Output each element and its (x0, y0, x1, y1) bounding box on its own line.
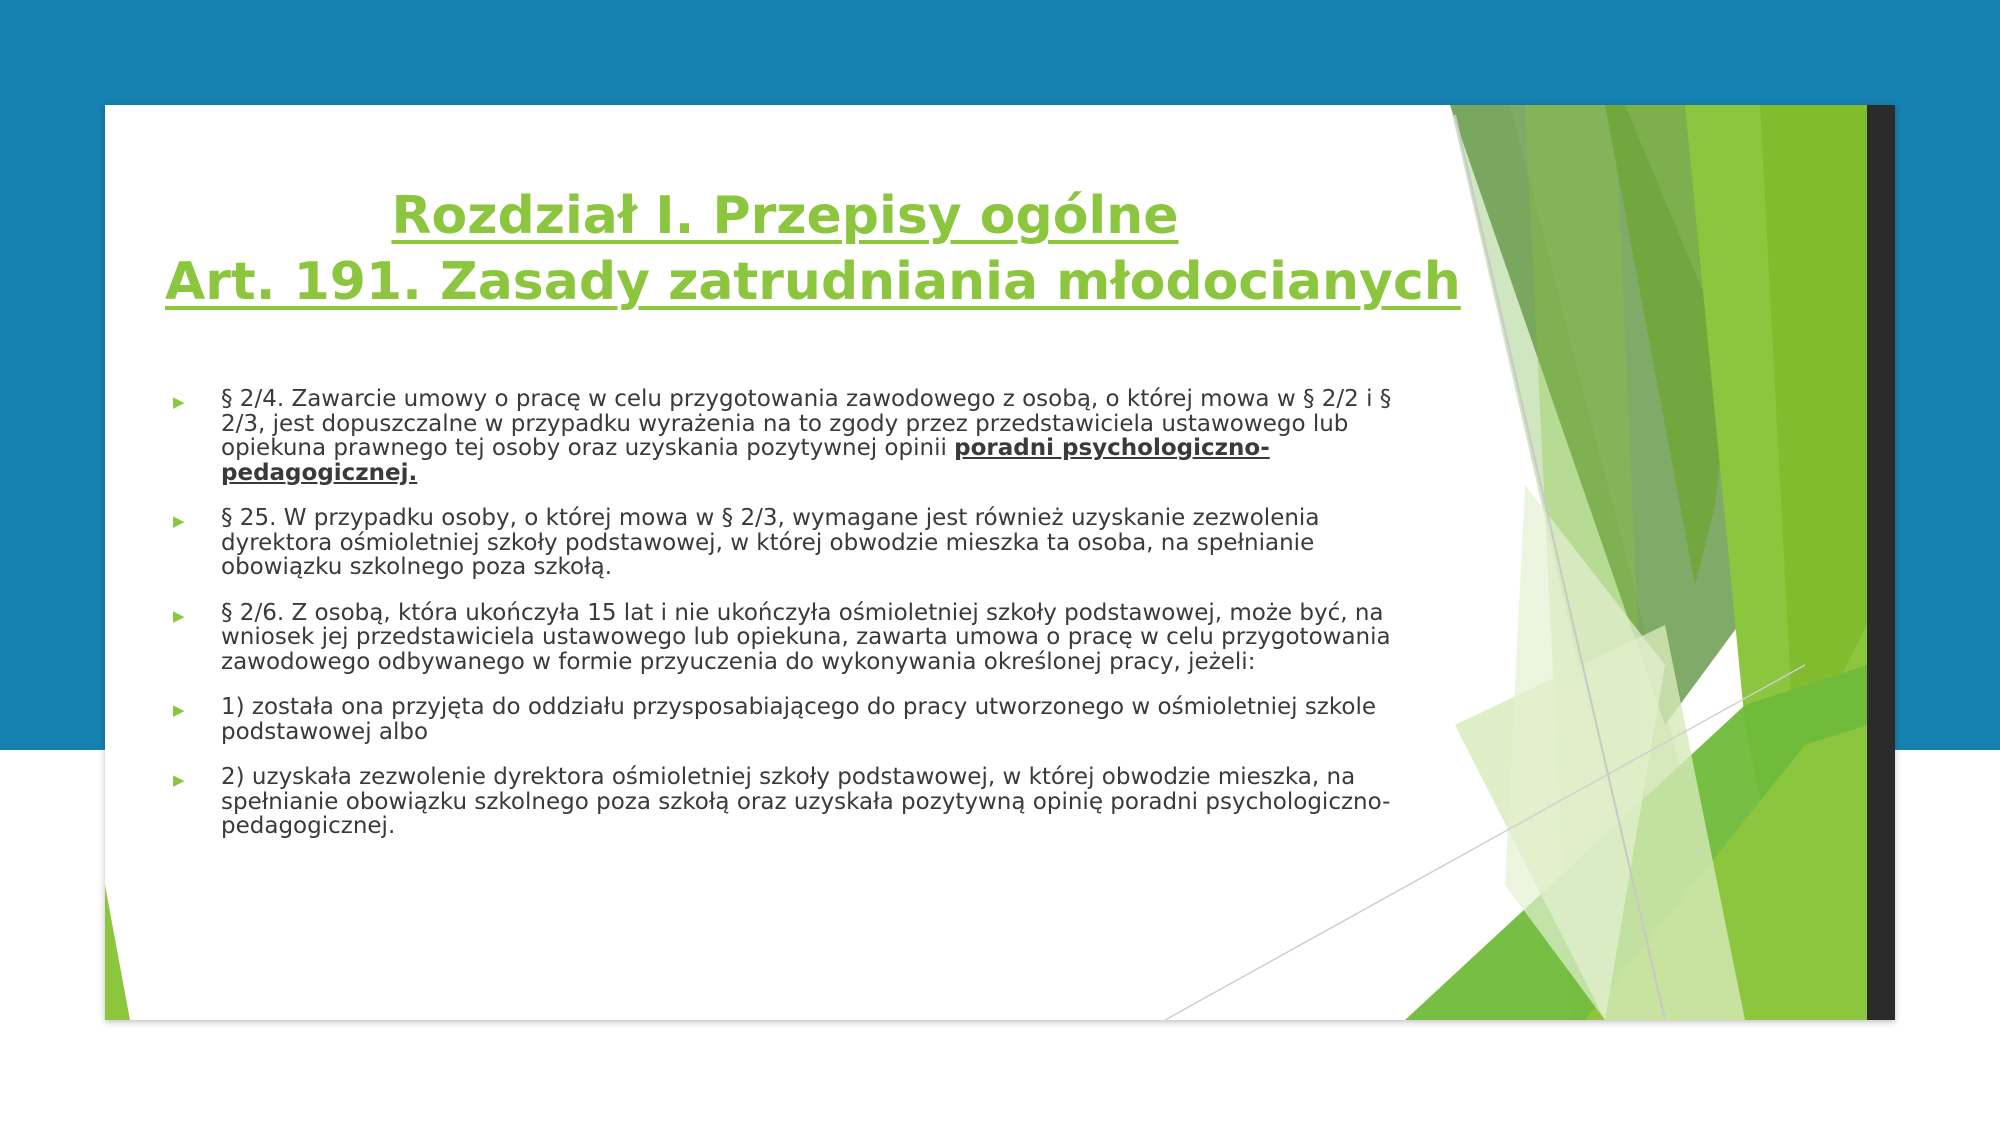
right-triangle-arrow-icon: ▶ (173, 771, 185, 789)
slide-right-dark-bar (1867, 105, 1895, 1020)
bullet-text: § 2/4. Zawarcie umowy o pracę w celu przygotowania zawodowego z osobą, o której mowa w § 2/2 i § 2/3, jest dopuszczalne w przypadku wyrażenia na to zgody przez przedstawiciela ustawowego lub opiekuna prawnego tej osoby oraz uzyskania pozytywnej opinii (221, 386, 1392, 461)
list-item (173, 387, 1435, 485)
right-triangle-arrow-icon: ▶ (173, 701, 185, 719)
bullet-text: 1) została ona przyjęta do oddziału przysposabiającego do pracy utworzonego w ośmioletniej szkole podstawowej albo (221, 694, 1376, 745)
list-item (173, 506, 1435, 580)
slide-title (165, 183, 1461, 315)
poradni-link[interactable]: poradni psychologiczno-pedagogicznej. (221, 435, 1270, 486)
list-item (173, 695, 1435, 744)
title-line-chapter: Rozdział I. Przepisy ogólne (391, 186, 1179, 246)
title-line-article: Art. 191. Zasady zatrudniania młodocianych (165, 252, 1461, 312)
bullet-list (173, 387, 1435, 860)
right-triangle-arrow-icon: ▶ (173, 393, 185, 411)
right-triangle-arrow-icon: ▶ (173, 606, 185, 625)
right-triangle-arrow-icon: ▶ (173, 512, 185, 530)
bullet-text: § 2/6. Z osobą, która ukończyła 15 lat i nie ukończyła ośmioletniej szkoły podstawowej, może być, na wniosek jej przedstawiciela ustawowego lub opiekuna, zawarta umowa o pracę w celu przygotowania zawodowego odbywanego w formie przyuczenia do wykonywania określonej pracy, jeżeli: (221, 599, 1391, 675)
bullet-text: § 25. W przypadku osoby, o której mowa w § 2/3, wymagane jest również uzyskanie zezwolenia dyrektora ośmioletniej szkoły podstawowej, w której obwodzie mieszka ta osoba, na spełnianie obowiązku szkolnego poza szkołą. (221, 505, 1320, 580)
bullet-text: 2) uzyskała zezwolenie dyrektora ośmioletniej szkoły podstawowej, w której obwodzie mieszka, na spełnianie obowiązku szkolnego poza szkołą oraz uzyskała pozytywną opinię poradni psychologiczno-pedagogicznej. (221, 764, 1391, 839)
presentation-slide (105, 105, 1895, 1020)
list-item (173, 765, 1435, 839)
list-item (173, 601, 1435, 675)
